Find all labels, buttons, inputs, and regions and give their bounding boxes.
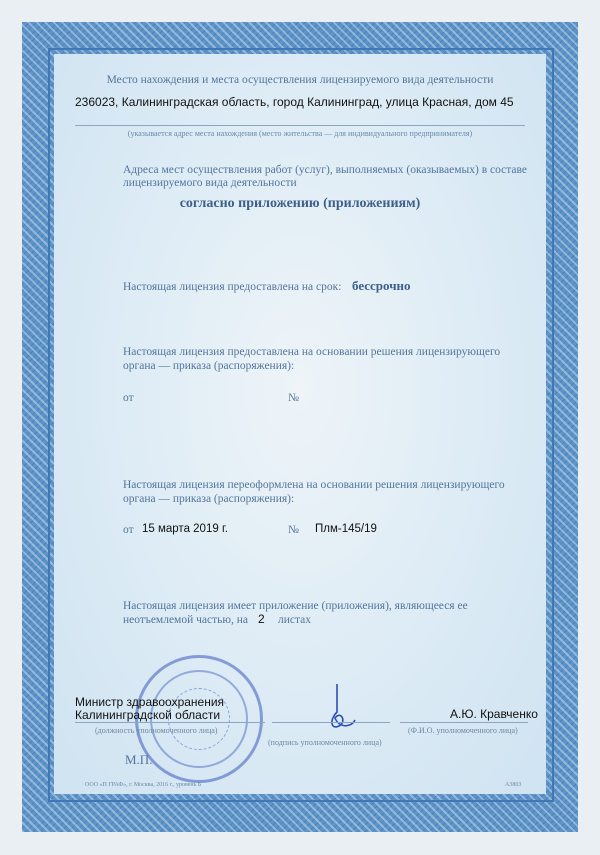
reissue-date: 15 марта 2019 г. [142,523,228,535]
signature-underline [272,722,390,723]
printer-note: ООО «П ГРАФ», г. Москва, 2016 г., уровень Б [85,782,202,788]
signer-position-1: Министр здравоохранения [75,695,225,709]
position-underline [75,722,265,723]
work-addresses-value: согласно приложению (приложениям) [179,196,421,211]
signature [325,682,360,732]
basis-number-label: № [288,392,299,404]
address-value: 236023, Калининградская область, город Калининград, улица Красная, дом 45 [75,95,514,109]
term-label: Настоящая лицензия предоставлена на срок: [123,281,342,293]
location-heading: Место нахождения и места осуществления лицензируемого вида деятельности [106,74,494,86]
address-note: (указывается адрес места нахождения (место жительства — для индивидуального предпринимателя) [127,129,473,138]
basis-from-label: от [123,392,134,404]
basis-label-1: Настоящая лицензия предоставлена на основании решения лицензирующего [123,346,501,358]
basis-label-2: органа — приказа (распоряжения): [123,360,295,372]
caption-name: (Ф.И.О. уполномоченного лица) [408,726,518,735]
address-underline [75,125,525,126]
reissue-from-label: от [123,524,134,536]
appendix-label-2: неотъемлемой частью, на [123,614,248,626]
seal-label: М.П. [125,752,153,767]
reissue-number-label: № [288,524,299,536]
work-addresses-label-2: лицензируемого вида деятельности [123,177,297,189]
form-code: А3803 [505,782,522,788]
reissue-label-2: органа — приказа (распоряжения): [123,493,295,505]
caption-position: (должность уполномоченного лица) [95,726,218,735]
term-value: бессрочно [352,278,411,293]
work-addresses-label-1: Адреса мест осуществления работ (услуг), выполняемых (оказываемых) в составе [123,164,527,176]
appendix-label-1: Настоящая лицензия имеет приложение (приложения), являющееся ее [123,600,468,612]
reissue-label-1: Настоящая лицензия переоформлена на основании решения лицензирующего [123,479,505,491]
appendix-pages-label: листах [278,614,312,626]
signer-position-2: Калининградской области [75,708,221,722]
caption-signature: (подпись уполномоченного лица) [268,738,382,747]
reissue-number: Плм-145/19 [315,523,377,535]
appendix-pages: 2 [258,612,265,626]
name-underline [400,722,528,723]
signer-name: А.Ю. Кравченко [450,707,538,721]
